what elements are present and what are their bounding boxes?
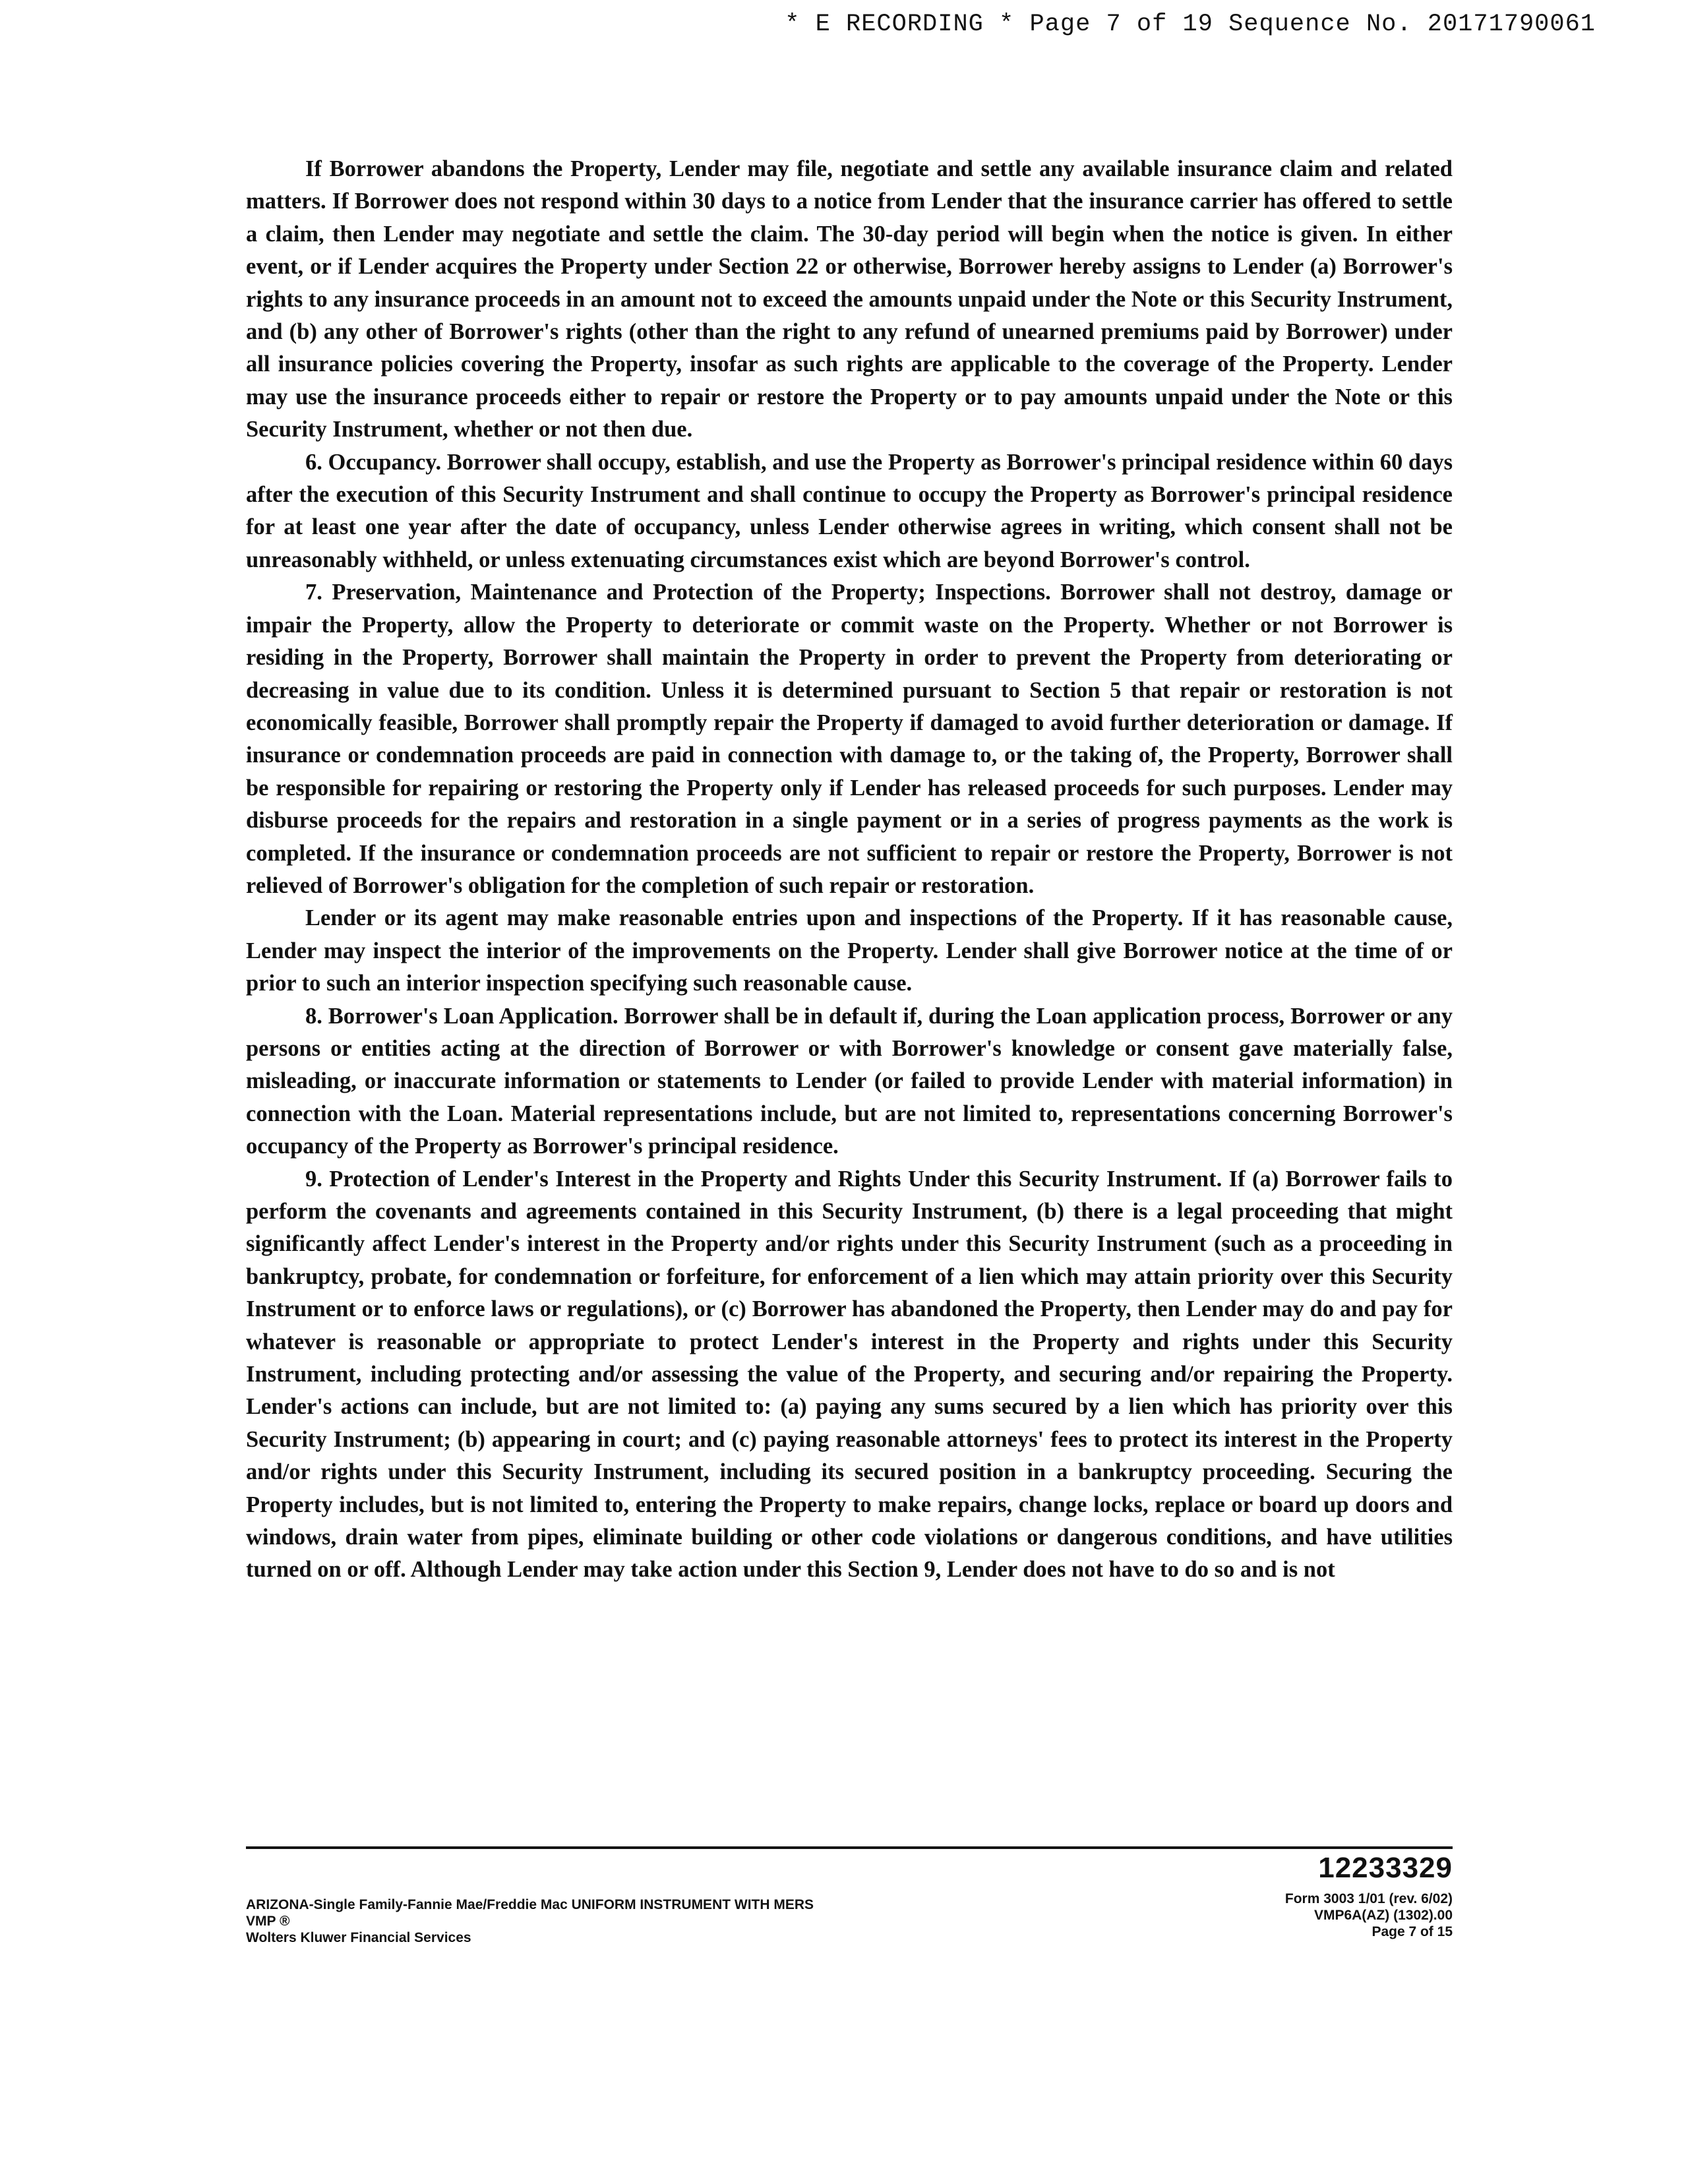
footer-form-info <box>246 1896 814 1946</box>
footer-vmp-code: VMP6A(AZ) (1302).00 <box>1313 1908 1453 1923</box>
paragraph-inspections: Lender or its agent may make reasonable entries upon and inspections of the Property. If it has reasonable cause, Lender may inspect the interior of the improvements on the Property. Lender shall give Borrower notice at the time of or prior to such an interior inspection specifying such reasonable cause. <box>246 905 1453 996</box>
recording-header: * E RECORDING * Page 7 of 19 Sequence No. 20171790061 <box>785 11 1596 38</box>
paragraph-loan-application: 8. Borrower's Loan Application. Borrower shall be in default if, during the Loan application process, Borrower or any persons or entities acting at the direction of Borrower or with Borrower's knowledge or consent gave materially false, misleading, or inaccurate information or statements to Lender (or failed to provide Lender with material information) in connection with the Loan. Material representations include, but are not limited to, representations concerning Borrower's occupancy of the Property as Borrower's principal residence. <box>246 1003 1453 1159</box>
loan-number: 12233329 <box>1318 1852 1453 1884</box>
footer-page-label: Page 7 of 15 <box>1372 1924 1453 1939</box>
footer-vmp: VMP ® <box>246 1914 290 1929</box>
paragraph-protection: 9. Protection of Lender's Interest in the Property and Rights Under this Security Instrument. If (a) Borrower fails to perform the covenants and agreements contained in this Security Instrument, (b) there is a legal proceeding that might significantly affect Lender's interest in the Property and/or rights under this Security Instrument (such as a proceeding in bankruptcy, probate, for condemnation or forfeiture, for enforcement of a lien which may attain priority over this Security Instrument or to enforce laws or regulations), or (c) Borrower has abandoned the Property, then Lender may do and pay for whatever is reasonable or appropriate to protect Lender's interest in the Property and rights under this Security Instrument, including protecting and/or assessing the value of the Property, and securing and/or repairing the Property. Lender's actions can include, but are not limited to: (a) paying any sums secured by a lien which has priority over this Security Instrument; (b) appearing in court; and (c) paying reasonable attorneys' fees to protect its interest in the Property and/or rights under this Security Instrument, including its secured position in a bankruptcy proceeding. Securing the Property includes, but is not limited to, entering the Property to make repairs, change locks, replace or board up doors and windows, drain water from pipes, eliminate building or other code violations or dangerous conditions, and have utilities turned on or off. Although Lender may take action under this Section 9, Lender does not have to do so and is not <box>246 1166 1453 1583</box>
paragraph-preservation: 7. Preservation, Maintenance and Protection of the Property; Inspections. Borrower shall not destroy, damage or impair the Property, allow the Property to deteriorate or commit waste on the Property. Whether or not Borrower is residing in the Property, Borrower shall maintain the Property in order to prevent the Property from deteriorating or decreasing in value due to its condition. Unless it is determined pursuant to Section 5 that repair or restoration is not economically feasible, Borrower shall promptly repair the Property if damaged to avoid further deterioration or damage. If insurance or condemnation proceeds are paid in connection with damage to, or the taking of, the Property, Borrower shall be responsible for repairing or restoring the Property only if Lender has released proceeds for such purposes. Lender may disburse proceeds for the repairs and restoration in a single payment or in a series of progress payments as the work is completed. If the insurance or condemnation proceeds are not sufficient to repair or restore the Property, Borrower is not relieved of Borrower's obligation for the completion of such repair or restoration. <box>246 580 1453 898</box>
footer-divider <box>246 1846 1453 1849</box>
paragraph-occupancy: 6. Occupancy. Borrower shall occupy, establish, and use the Property as Borrower's principal residence within 60 days after the execution of this Security Instrument and shall continue to occupy the Property as Borrower's principal residence for at least one year after the date of occupancy, unless Lender otherwise agrees in writing, which consent shall not be unreasonably withheld, or unless extenuating circumstances exist which are beyond Borrower's control. <box>246 449 1453 572</box>
paragraph-insurance-claims: If Borrower abandons the Property, Lender may file, negotiate and settle any available insurance claim and related matters. If Borrower does not respond within 30 days to a notice from Lender that the insurance carrier has offered to settle a claim, then Lender may negotiate and settle the claim. The 30-day period will begin when the notice is given. In either event, or if Lender acquires the Property under Section 22 or otherwise, Borrower hereby assigns to Lender (a) Borrower's rights to any insurance proceeds in an amount not to exceed the amounts unpaid under the Note or this Security Instrument, and (b) any other of Borrower's rights (other than the right to any refund of unearned premiums paid by Borrower) under all insurance policies covering the Property, insofar as such rights are applicable to the coverage of the Property. Lender may use the insurance proceeds either to repair or restore the Property or to pay amounts unpaid under the Note or this Security Instrument, whether or not then due. <box>246 156 1453 442</box>
document-body <box>246 153 1453 1587</box>
footer-form-title: ARIZONA-Single Family-Fannie Mae/Freddie Mac UNIFORM INSTRUMENT WITH MERS <box>246 1897 814 1912</box>
footer-form-codes <box>1285 1891 1453 1940</box>
footer-form-number: Form 3003 1/01 (rev. 6/02) <box>1284 1891 1453 1906</box>
footer-publisher: Wolters Kluwer Financial Services <box>246 1930 471 1945</box>
